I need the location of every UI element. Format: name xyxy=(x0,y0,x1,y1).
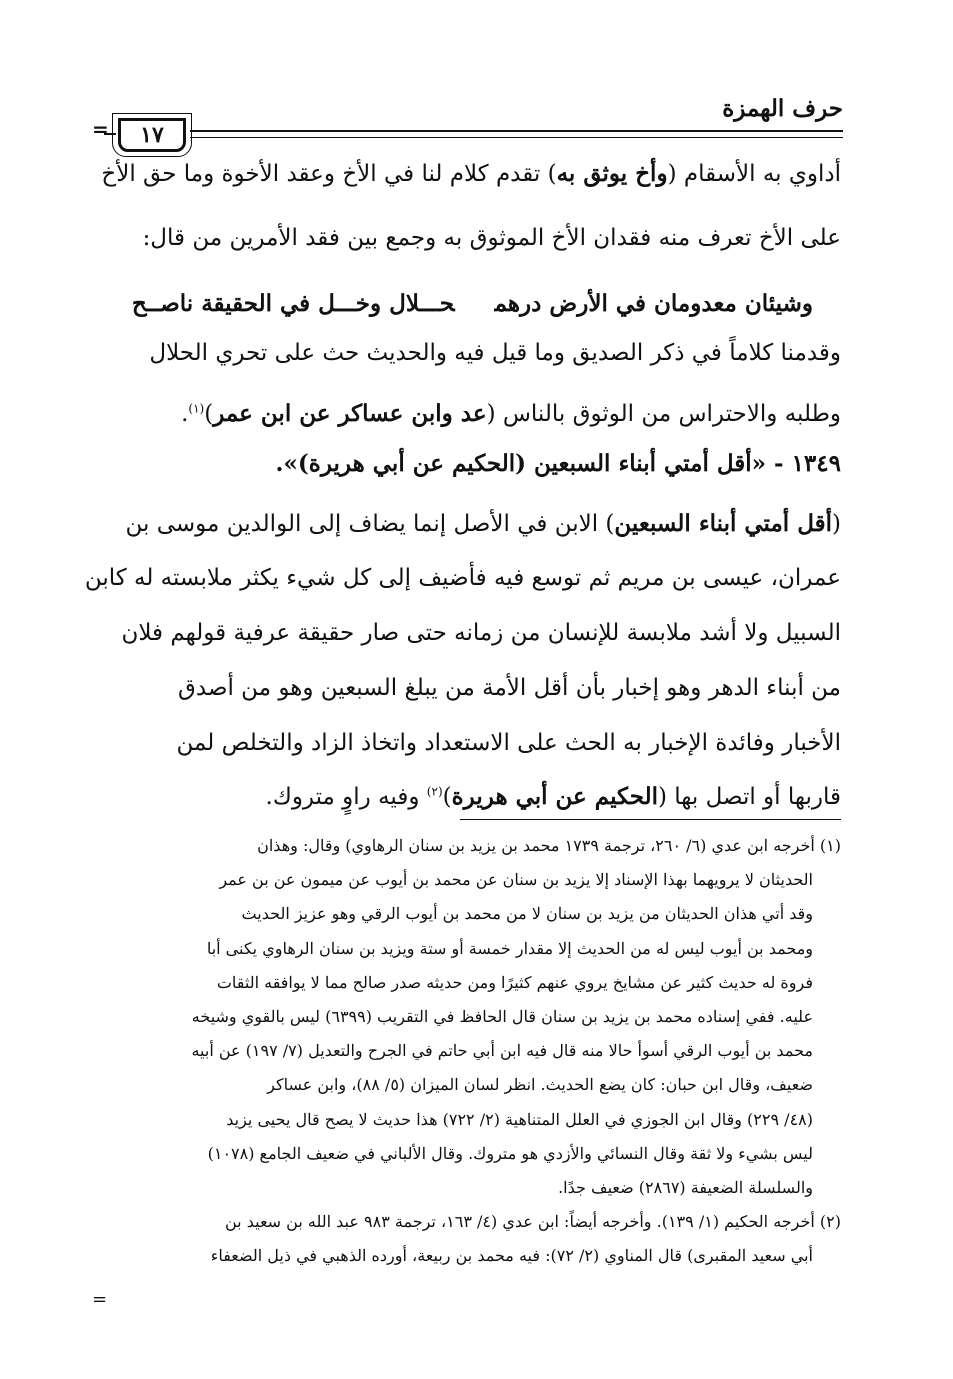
text-line xyxy=(101,400,841,427)
text-segment: على الأخ تعرف منه فقدان الأخ الموثوق به وجمع بين فقد الأمرين من قال: xyxy=(142,225,841,251)
text-line xyxy=(101,675,841,701)
text-segment: ) الابن في الأصل إنما يضاف إلى الوالدين موسى بن xyxy=(125,511,615,537)
bold-segment: حـــلال وخـــل في الحقيقة ناصــح xyxy=(131,290,455,317)
footnote-line: ومحمد بن أيوب ليس له من الحديث إلا مقدار خمسة أو ستة ويزيد بن سنان الرهاوي يكنى أبا xyxy=(206,938,813,958)
text-segment: ) xyxy=(204,401,214,427)
text-segment: . xyxy=(181,401,189,427)
header-rule-top xyxy=(190,130,843,132)
text-line xyxy=(101,160,841,187)
text-segment: ) تقدم كلام لنا في الأخ وعقد الأخوة وما حق الأخ xyxy=(101,161,557,187)
text-segment: ( xyxy=(832,511,841,537)
text-line xyxy=(101,510,841,537)
text-line xyxy=(101,340,841,366)
text-segment: وفيه راوٍ متروك. xyxy=(265,784,427,810)
footnote-line: (٤٨/ ٢٢٩) وقال ابن الجوزي في العلل المتناهية (٢/ ٧٢٢) هذا حديث لا يصح قال يحيى يزيد xyxy=(226,1109,813,1129)
text-line xyxy=(101,450,841,477)
text-line xyxy=(84,565,841,591)
verse-line xyxy=(123,290,813,317)
page-number: ١٧ xyxy=(118,118,186,152)
footnote-line: محمد بن أيوب الرقي أسوأ حالا منه قال فيه ابن أبي حاتم في الجرح والتعديل (٧/ ١٩٧) عن أبيه xyxy=(191,1041,813,1061)
footnote-line: ضعيف، وقال ابن حبان: كان يضع الحديث. انظر لسان الميزان (٥/ ٨٨)، وابن عساكر xyxy=(267,1075,813,1095)
footnote-line: فروة له حديث كثير عن مشايخ يروي عنهم كثيرًا ومن حديثه صدر صالح مما لا يوافقه الثقات xyxy=(216,972,813,992)
bold-segment: أقل أمتي أبناء السبعين xyxy=(614,510,833,537)
chapter-title: حرف الهمزة xyxy=(722,95,843,122)
header-ornament: = xyxy=(92,117,109,141)
text-segment: قاربها أو اتصل بها ( xyxy=(657,784,841,810)
text-line xyxy=(101,730,841,756)
footnote-line: ليس بشيء ولا ثقة وقال النسائي والأزدي هو متروك. وقال الألباني في ضعيف الجامع (١٠٧٨) xyxy=(207,1143,813,1163)
text-segment: وطلبه والاحتراس من الوثوق بالناس ( xyxy=(486,401,841,427)
text-segment: من أبناء الدهر وهو إخبار بأن أقل الأمة من يبلغ السبعين وهو من أصدق xyxy=(178,675,841,701)
text-segment: أداوي به الأسقام ( xyxy=(667,161,841,187)
text-segment: عمران، عيسى بن مريم ثم توسع فيه فأضيف إلى كل شيء يكثر ملابسته له كابن xyxy=(84,565,841,591)
header-rule-bottom xyxy=(190,137,843,138)
continuation-mark: = xyxy=(92,1289,108,1310)
footnote-line: أبي سعيد المقبرى) قال المناوي (٢/ ٧٢): فيه محمد بن ربيعة، أورده الذهبي في ذيل الضعفاء xyxy=(210,1246,813,1266)
bold-segment: وشيئان معدومان في الأرض درهم xyxy=(494,290,813,317)
text-segment: السبيل ولا أشد ملابسة للإنسان من زمانه حتى صار حقيقة عرفية قولهم فلان xyxy=(121,620,841,646)
footnote-line: (١) أخرجه ابن عدي (٦/ ٢٦٠، ترجمة ١٧٣٩ محمد بن يزيد بن سنان الرهاوي) وقال: وهذان xyxy=(257,836,841,855)
bold-segment: الحكيم عن أبي هريرة xyxy=(451,783,658,810)
footnote-line: وقد أتي هذان الحديثان من يزيد بن سنان لا من محمد بن أيوب الرقي وهو عزيز الحديث xyxy=(241,904,813,924)
text-line xyxy=(101,783,841,810)
footnote-separator xyxy=(460,819,841,820)
footnote-line: الحديثان لا يرويهما بهذا الإسناد إلا يزيد بن سنان عن محمد بن أيوب عن ميمون عن بن عمر xyxy=(219,870,813,890)
text-segment: وقدمنا كلاماً في ذكر الصديق وما قيل فيه والحديث حث على تحري الحلال xyxy=(149,340,841,366)
footnote-line: عليه. ففي إسناده محمد بن يزيد بن سنان قال الحافظ في التقريب (٦٣٩٩) ليس بالقوي وشيخه xyxy=(191,1007,813,1026)
footnote-line: (٢) أخرجه الحكيم (١/ ١٣٩). وأخرجه أيضاً: ابن عدي (٤/ ١٦٣، ترجمة ٩٨٣ عبد الله بن سعيد بن xyxy=(225,1212,841,1232)
text-segment: الأخبار وفائدة الإخبار به الحث على الاستعداد واتخاذ الزاد والتخلص لمن xyxy=(176,730,841,756)
text-line xyxy=(101,225,841,251)
footnote-marker: (١) xyxy=(188,401,205,416)
footnote-marker: (٢) xyxy=(426,784,443,799)
bold-segment: عد وابن عساكر عن ابن عمر xyxy=(213,400,487,427)
text-line xyxy=(101,620,841,646)
text-segment: ) xyxy=(442,784,452,810)
bold-segment: وأخ يوثق به xyxy=(556,160,668,187)
footnote-line: والسلسلة الضعيفة (٢٨٦٧) ضعيف جدًا. xyxy=(558,1178,813,1197)
bold-segment: ١٣٤٩ - «أقل أمتي أبناء السبعين (الحكيم عن أبي هريرة)». xyxy=(275,450,841,477)
